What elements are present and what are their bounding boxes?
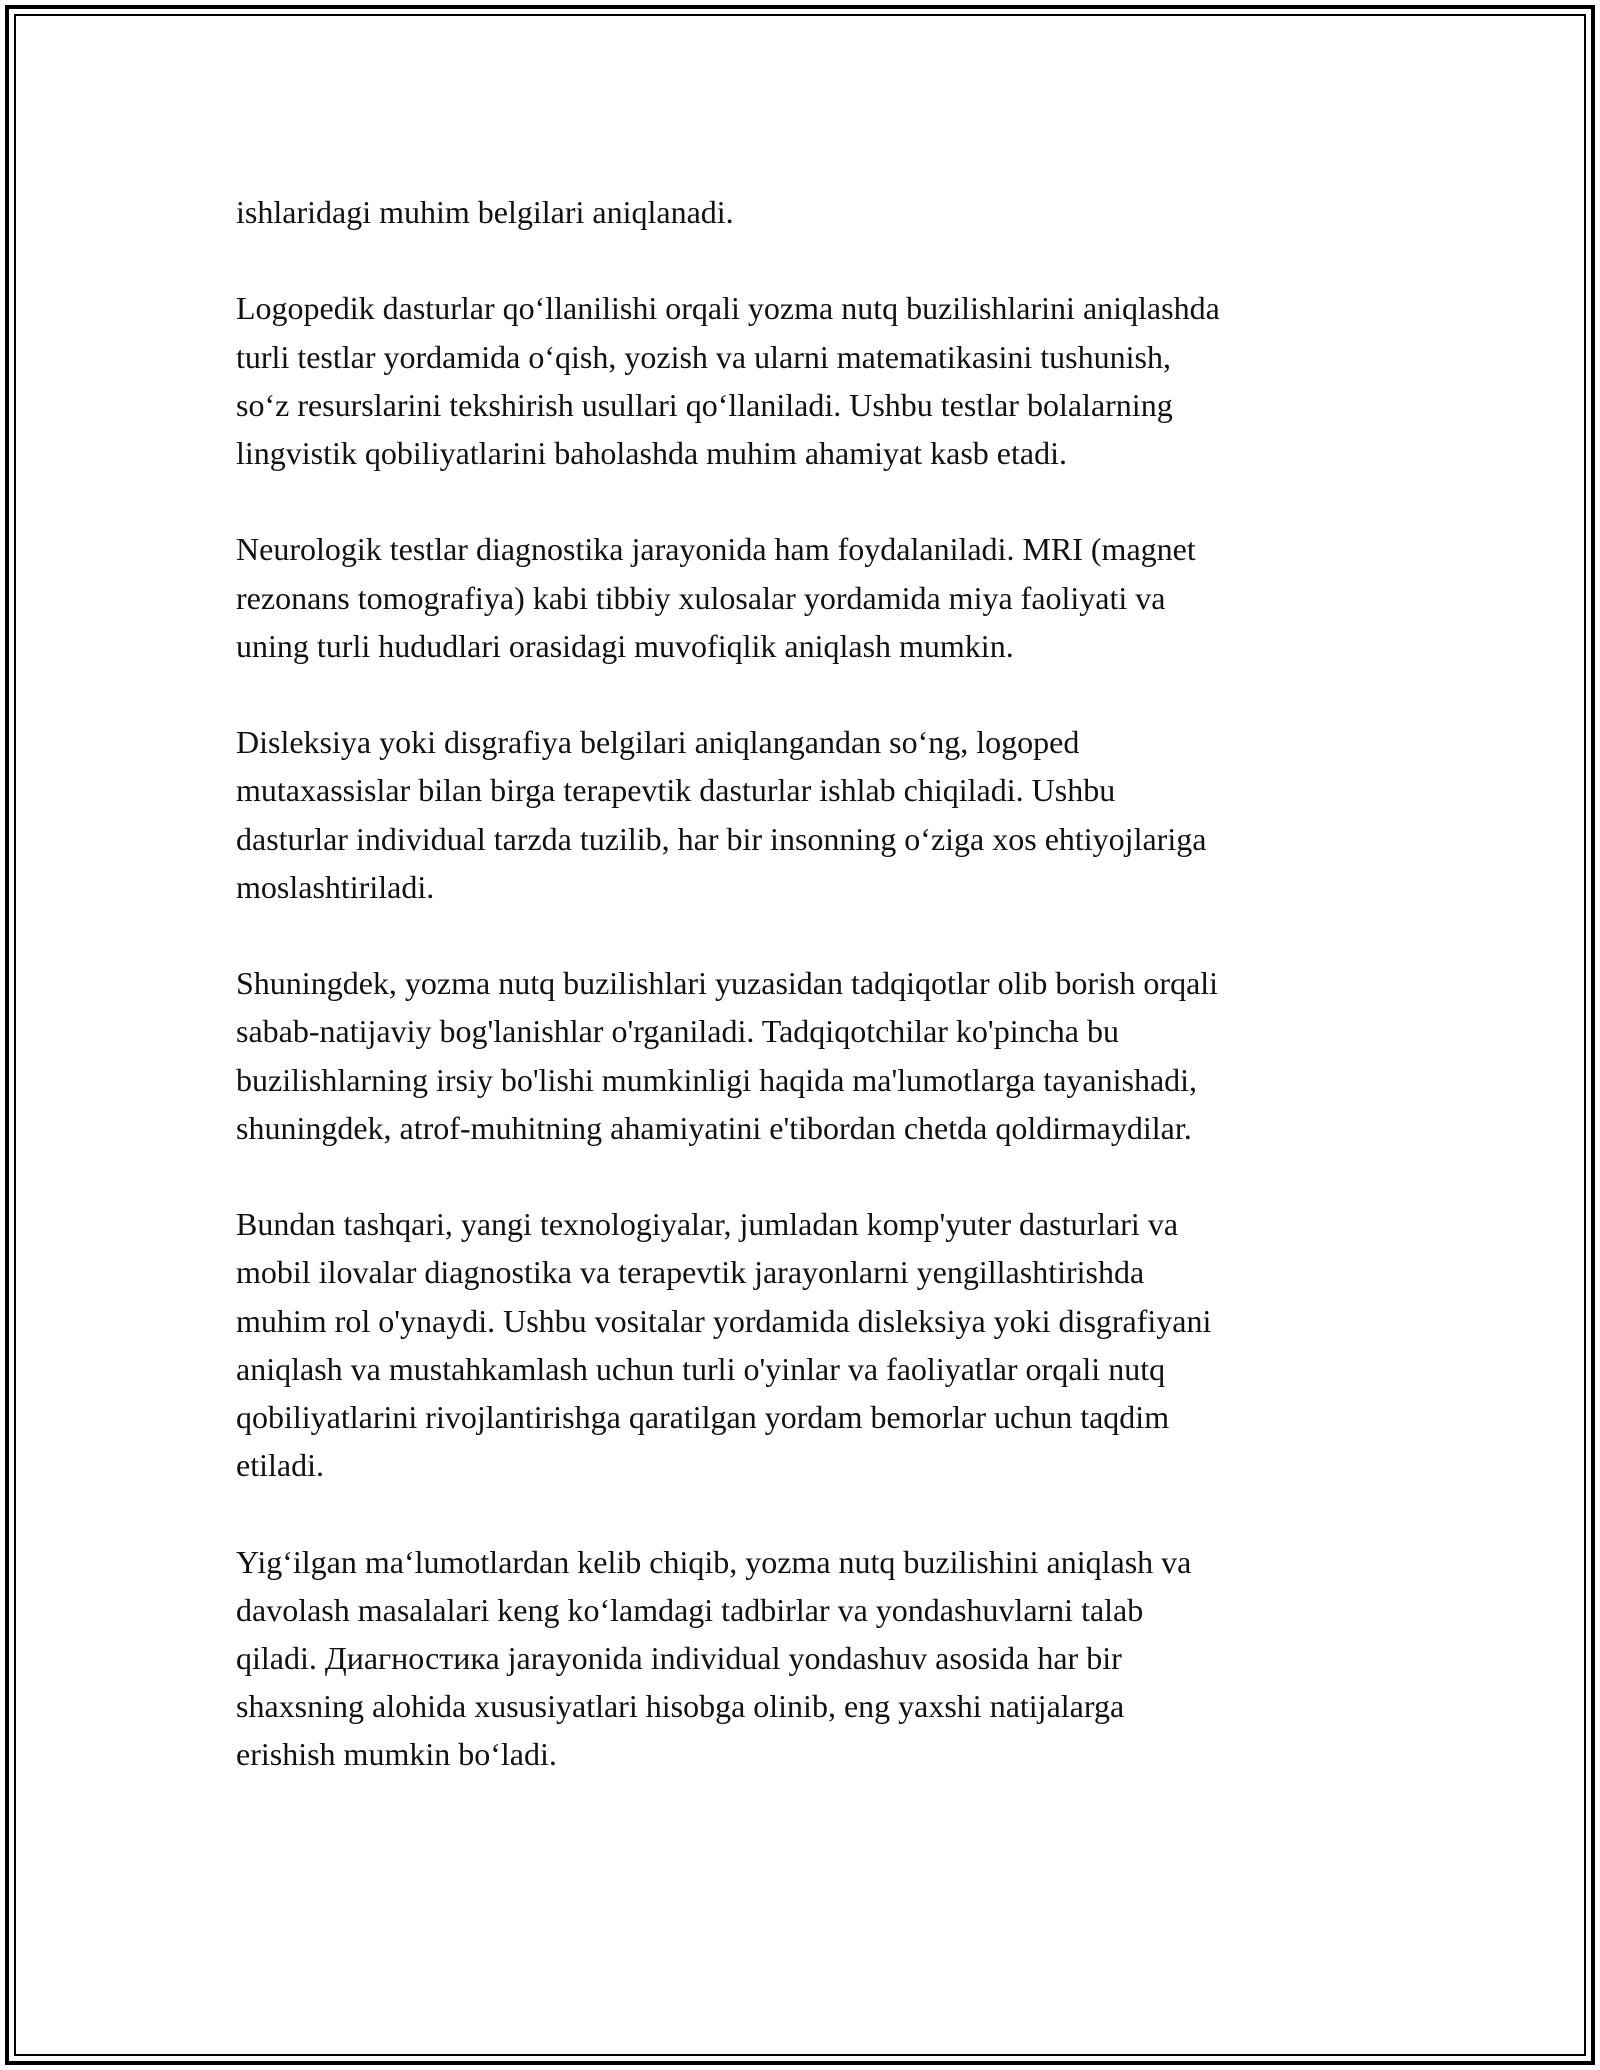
paragraph-7: Yig‘ilgan ma‘lumotlardan kelib chiqib, yozma nutq buzilishini aniqlash va davolash masalalari keng ko‘lamdagi tadbirlar va yondashuvlarni talab qiladi. Диагностика jarayonida individual yondashuv asosida har bir shaxsning alohida xususiyatlari hisobga olinib, eng yaxshi natijalarga erishish mumkin bo‘ladi. [236, 1543, 1192, 1773]
paragraph-4: Disleksiya yoki disgrafiya belgilari aniqlangandan so‘ng, logoped mutaxassislar bilan birga terapevtik dasturlar ishlab chiqiladi. Ushbu dasturlar individual tarzda tuzilib, har bir insonning o‘ziga xos ehtiyojlariga moslashtiriladi. [236, 724, 1207, 905]
paragraph-2: Logopedik dasturlar qo‘llanilishi orqali yozma nutq buzilishlarini aniqlashda turli testlar yordamida o‘qish, yozish va ularni matematikasini tushunish, so‘z resurslarini tekshirish usullari qo‘llaniladi. Ushbu testlar bolalarning lingvistik qobiliyatlarini baholashda muhim ahamiyat kasb etadi. [236, 290, 1220, 471]
document-body [236, 188, 1376, 1779]
paragraph-5: Shuningdek, yozma nutq buzilishlari yuzasidan tadqiqotlar olib borish orqali sabab-natijaviy bog'lanishlar o'rganiladi. Tadqiqotchilar ko'pincha bu buzilishlarning irsiy bo'lishi mumkinligi haqida ma'lumotlarga tayanishadi, shuningdek, atrof-muhitning ahamiyatini e'tibordan chetda qoldirmaydilar. [236, 965, 1219, 1146]
paragraph-6: Bundan tashqari, yangi texnologiyalar, jumladan komp'yuter dasturlari va mobil ilovalar diagnostika va terapevtik jarayonlarni yengillashtirishda muhim rol o'ynaydi. Ushbu vositalar yordamida disleksiya yoki disgrafiyani aniqlash va mustahkamlash uchun turli o'yinlar va faoliyatlar orqali nutq qobiliyatlarini rivojlantirishga qaratilgan yordam bemorlar uchun taqdim etiladi. [236, 1206, 1212, 1484]
paragraph-3: Neurologik testlar diagnostika jarayonida ham foydalaniladi. MRI (magnet rezonans tomografiya) kabi tibbiy xulosalar yordamida miya faoliyati va uning turli hududlari orasidagi muvofiqlik aniqlash mumkin. [236, 531, 1196, 664]
paragraph-1: ishlaridagi muhim belgilari aniqlanadi. [236, 194, 734, 230]
